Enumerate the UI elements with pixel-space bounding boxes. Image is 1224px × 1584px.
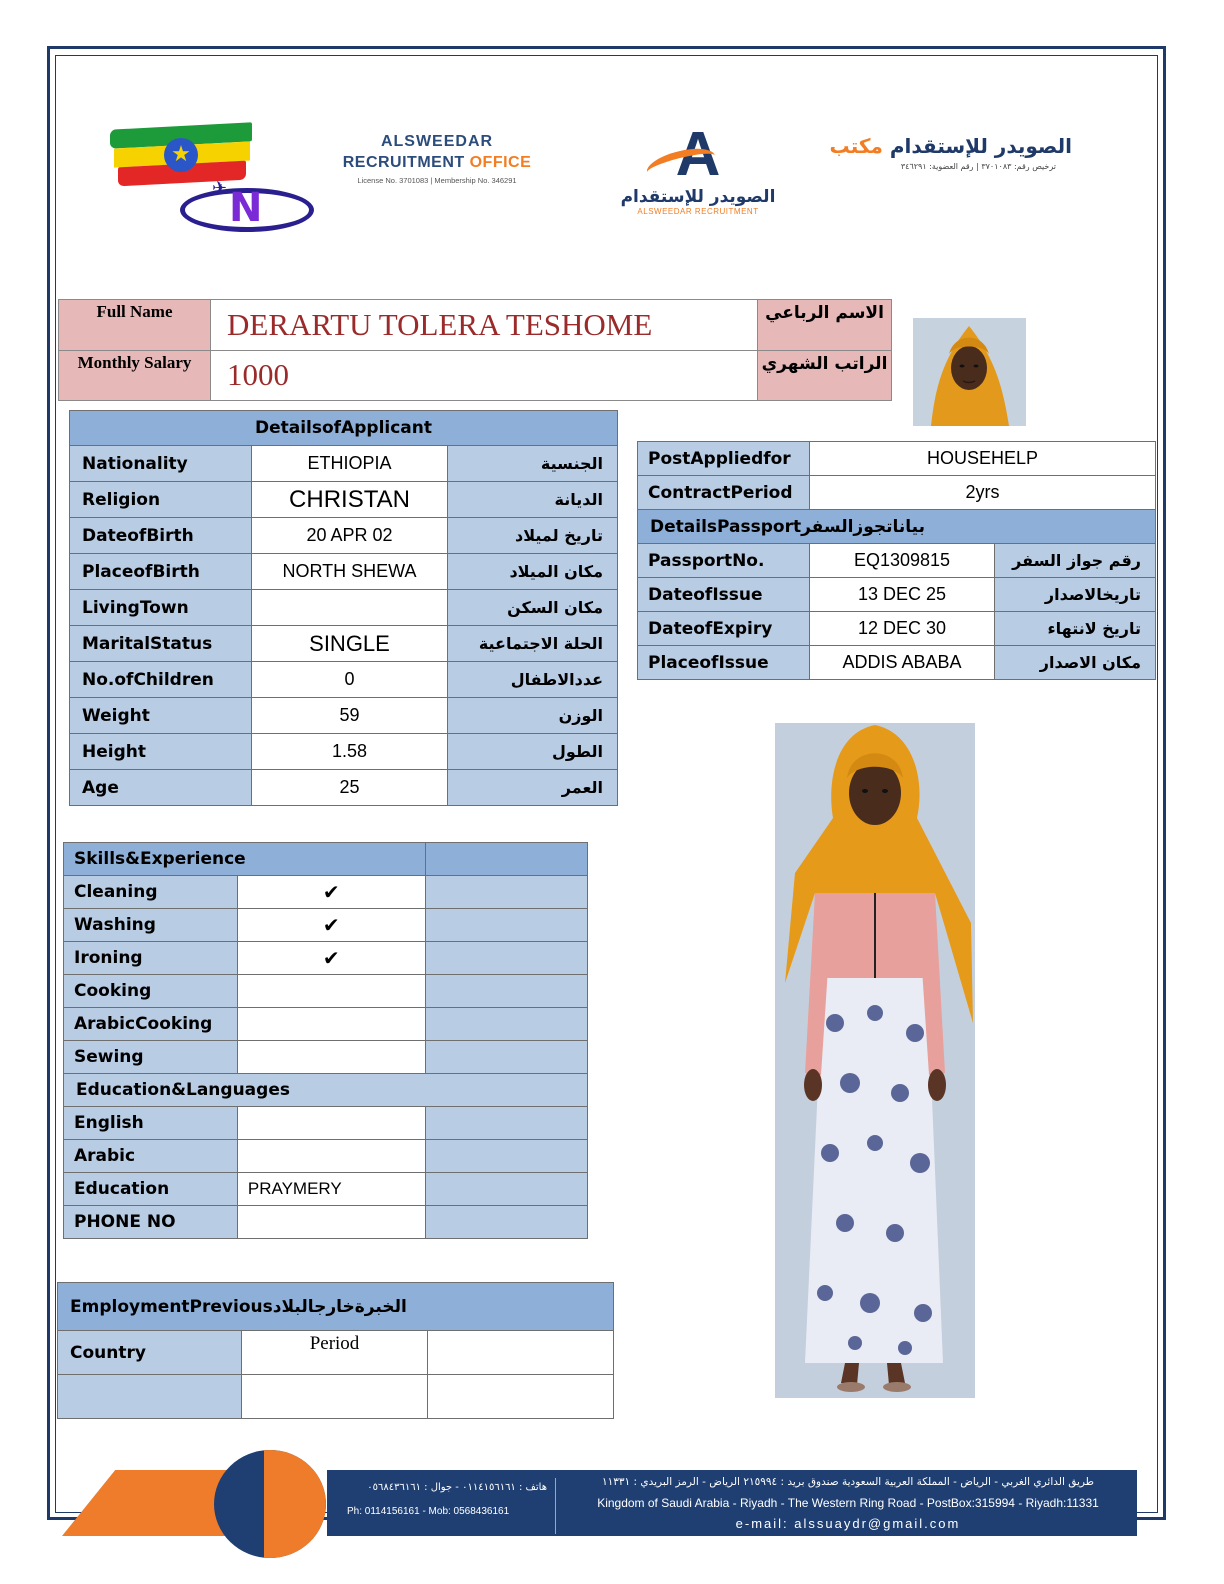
skill-check	[237, 975, 425, 1008]
table-row	[638, 476, 1156, 510]
table-row	[64, 942, 588, 975]
footer-phone-en: Ph: 0114156161 - Mob: 0568436161	[347, 1506, 510, 1517]
table-row	[64, 1107, 588, 1140]
table-row	[638, 646, 1156, 680]
skill-check	[237, 1041, 425, 1074]
n-agency-logo: N	[180, 188, 314, 232]
row-label-ar: مكان الاصدار	[995, 646, 1156, 680]
table-row	[64, 1041, 588, 1074]
contract-period-value: 2yrs	[810, 476, 1156, 510]
row-label: PassportNo.	[638, 544, 810, 578]
table-row	[58, 1375, 614, 1419]
row-label: DateofIssue	[638, 578, 810, 612]
row-value: 0	[252, 662, 448, 698]
employment-title: EmploymentPreviousالخبرةخارجالبلاد	[58, 1283, 614, 1331]
alsweedar-english-logo	[322, 133, 552, 185]
skill-label: Cleaning	[64, 876, 238, 909]
row-value: CHRISTAN	[252, 482, 448, 518]
table-row	[70, 482, 618, 518]
edu-label: PHONE NO	[64, 1206, 238, 1239]
row-value: EQ1309815	[810, 544, 995, 578]
row-label-ar: رقم جواز السفر	[995, 544, 1156, 578]
applicant-details-table	[69, 410, 618, 806]
portrait-photo	[913, 318, 1026, 426]
table-row	[70, 446, 618, 482]
logo-en-line1: ALSWEEDAR	[380, 133, 494, 150]
row-label: No.ofChildren	[70, 662, 252, 698]
post-applied-label: PostAppliedfor	[638, 442, 810, 476]
row-label: DateofBirth	[70, 518, 252, 554]
edu-label: Education	[64, 1173, 238, 1206]
row-label: PlaceofBirth	[70, 554, 252, 590]
edu-value	[237, 1107, 425, 1140]
skill-label: ArabicCooking	[64, 1008, 238, 1041]
row-label: DateofExpiry	[638, 612, 810, 646]
row-label-ar: مكان السكن	[448, 590, 618, 626]
row-value: 25	[252, 770, 448, 806]
row-label-ar: تاريخ لانتهاء	[995, 612, 1156, 646]
row-label: Religion	[70, 482, 252, 518]
salary-label-ar: الراتب الشهري	[758, 350, 892, 401]
passport-details-title: DetailsPassportبياناتجوزالسفر	[638, 510, 1156, 544]
alsweedar-a-logo	[608, 120, 788, 228]
row-label-ar: مكان الميلاد	[448, 554, 618, 590]
edu-label: English	[64, 1107, 238, 1140]
row-label-ar: الطول	[448, 734, 618, 770]
airplane-icon: ✈	[212, 178, 228, 199]
table-row	[64, 1008, 588, 1041]
table-row	[70, 698, 618, 734]
logo-center-en: ALSWEEDAR RECRUITMENT	[637, 207, 759, 216]
row-value: 20 APR 02	[252, 518, 448, 554]
skill-label: Cooking	[64, 975, 238, 1008]
skill-label: Ironing	[64, 942, 238, 975]
row-value: 59	[252, 698, 448, 734]
skill-label: Sewing	[64, 1041, 238, 1074]
row-value: ETHIOPIA	[252, 446, 448, 482]
row-label: Age	[70, 770, 252, 806]
table-row	[64, 909, 588, 942]
alsweedar-arabic-logo	[822, 134, 1072, 171]
full-name-value: DERARTU TOLERA TESHOME	[211, 300, 758, 351]
row-label-ar: الحلة الاجتماعية	[448, 626, 618, 662]
applicant-details-title: DetailsofApplicant	[70, 411, 618, 446]
table-row	[70, 770, 618, 806]
full-body-photo	[775, 723, 975, 1398]
logo-center-ar: الصويدر للإستقدام	[620, 187, 776, 207]
row-value: 1.58	[252, 734, 448, 770]
row-value: ADDIS ABABA	[810, 646, 995, 680]
table-row	[64, 1140, 588, 1173]
skill-check: ✔	[237, 876, 425, 909]
skill-check: ✔	[237, 942, 425, 975]
edu-value	[237, 1140, 425, 1173]
footer-circle-logo	[214, 1450, 326, 1558]
table-row	[70, 590, 618, 626]
period-label: Period	[242, 1331, 428, 1375]
logo-ar-title: الصويدر للإستقدام مكتب	[829, 134, 1072, 158]
row-label: Height	[70, 734, 252, 770]
skills-title: Skills&Experience	[64, 843, 426, 876]
row-label: Nationality	[70, 446, 252, 482]
a-letter-icon: A	[675, 120, 721, 189]
full-name-label: Full Name	[59, 300, 211, 351]
table-row	[70, 554, 618, 590]
table-row	[638, 544, 1156, 578]
row-value	[252, 590, 448, 626]
row-label: LivingTown	[70, 590, 252, 626]
table-row	[70, 662, 618, 698]
edu-value: PRAYMERY	[237, 1173, 425, 1206]
logo-en-line2: RECRUITMENT OFFICE	[342, 154, 532, 171]
star-emblem-icon: ★	[164, 138, 198, 172]
footer-phone-ar: هاتف : ٠١١٤١٥٦١٦١ - جوال : ٠٥٦٨٤٣٦١٦١	[367, 1482, 547, 1493]
skills-table	[63, 842, 588, 1239]
logo-en-license: License No. 3701083 | Membership No. 346291	[357, 176, 517, 185]
row-value: 13 DEC 25	[810, 578, 995, 612]
footer-address-en: Kingdom of Saudi Arabia - Riyadh - The Western Ring Road - PostBox:315994 - Riyadh:11331	[597, 1496, 1099, 1510]
footer-email[interactable]: e-mail: alssuaydr@gmail.com	[735, 1516, 961, 1531]
table-row	[70, 518, 618, 554]
row-label-ar: تاريخ لميلاد	[448, 518, 618, 554]
education-title: Education&Languages	[64, 1074, 588, 1107]
footer-contact-bar	[327, 1470, 1137, 1536]
row-label-ar: الوزن	[448, 698, 618, 734]
skill-label: Washing	[64, 909, 238, 942]
row-label-ar: الجنسية	[448, 446, 618, 482]
table-row	[64, 1173, 588, 1206]
row-label: PlaceofIssue	[638, 646, 810, 680]
edu-label: Arabic	[64, 1140, 238, 1173]
table-row	[58, 1331, 614, 1375]
country-label: Country	[58, 1331, 242, 1375]
table-row	[64, 1206, 588, 1239]
footer-address-ar: طريق الدائري الغربي - الرياض - المملكة العربية السعودية صندوق بريد : ٢١٥٩٩٤ الرياض - الرمز البريدي : ١١٣٣١	[601, 1476, 1095, 1488]
row-value: SINGLE	[252, 626, 448, 662]
row-label-ar: العمر	[448, 770, 618, 806]
row-label-ar: الديانة	[448, 482, 618, 518]
skill-check: ✔	[237, 909, 425, 942]
ethiopia-flag-logo	[110, 126, 252, 184]
contract-period-label: ContractPeriod	[638, 476, 810, 510]
table-row	[64, 876, 588, 909]
logo-ar-license: ترخيص رقم: ٣٧٠١٠٨٣ | رقم العضوية: ٣٤٦٢٩١	[900, 162, 1056, 171]
row-label: MaritalStatus	[70, 626, 252, 662]
salary-label: Monthly Salary	[59, 350, 211, 401]
table-row	[638, 578, 1156, 612]
salary-value: 1000	[211, 350, 758, 401]
footer-divider	[555, 1478, 556, 1534]
table-row	[638, 442, 1156, 476]
identity-table	[58, 299, 892, 401]
row-label-ar: عددالاطفال	[448, 662, 618, 698]
edu-value	[237, 1206, 425, 1239]
post-passport-table	[637, 441, 1156, 680]
previous-employment-table	[57, 1282, 614, 1419]
full-name-label-ar: الاسم الرباعي	[758, 300, 892, 351]
table-row	[70, 734, 618, 770]
table-row	[64, 975, 588, 1008]
table-row	[70, 626, 618, 662]
row-label-ar: تاريخالاصدار	[995, 578, 1156, 612]
skill-check	[237, 1008, 425, 1041]
row-label: Weight	[70, 698, 252, 734]
row-value: NORTH SHEWA	[252, 554, 448, 590]
row-value: 12 DEC 30	[810, 612, 995, 646]
table-row	[638, 612, 1156, 646]
post-applied-value: HOUSEHELP	[810, 442, 1156, 476]
